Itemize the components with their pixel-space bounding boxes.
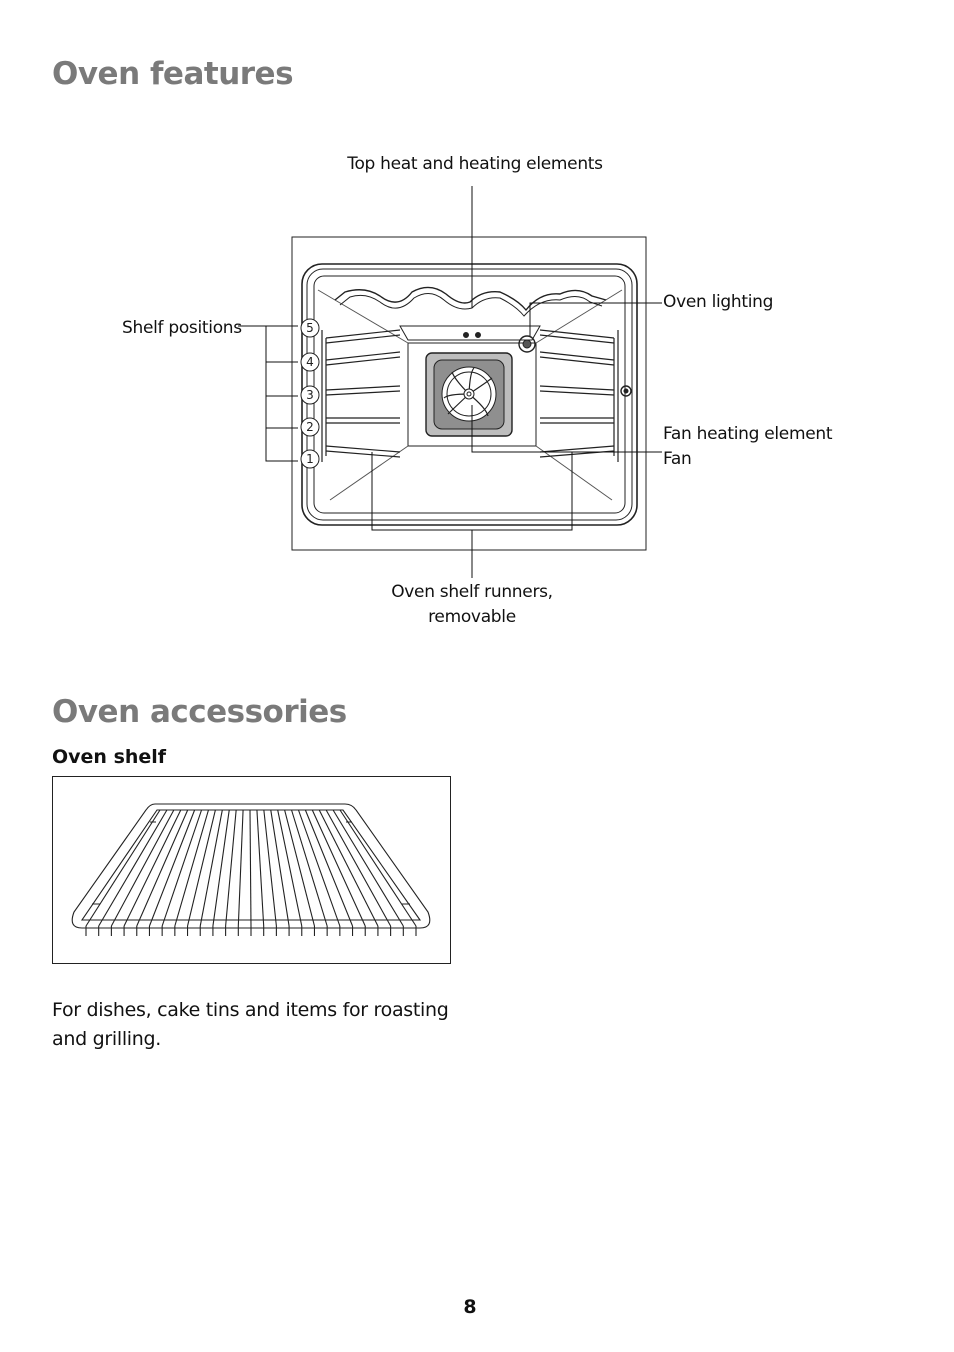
label-shelf-positions: Shelf positions (122, 318, 242, 338)
shelf-wire (340, 810, 416, 926)
shelf-wire (213, 810, 229, 926)
shelf-wire (333, 810, 403, 926)
label-oven-lighting: Oven lighting (663, 292, 774, 312)
oven-shelf-heading: Oven shelf (52, 746, 167, 768)
bracket-screw (464, 333, 469, 338)
shelf-wire (271, 810, 289, 926)
shelf-stops (92, 822, 410, 904)
shelf-wire (285, 810, 315, 926)
shelf-position-5-number: 5 (306, 321, 314, 335)
label-fan-heating-element: Fan heating element (663, 424, 833, 444)
shelf-wire (149, 810, 194, 926)
label-fan: Fan (663, 449, 692, 469)
shelf-position-3-number: 3 (306, 388, 314, 402)
shelf-wire (326, 810, 390, 926)
shelf-wire (200, 810, 222, 926)
fan-element-connector-pin (624, 389, 628, 393)
shelf-ticks (86, 926, 416, 936)
fan-hub (464, 389, 474, 399)
section-title-oven-features: Oven features (52, 56, 294, 92)
shelf-wire (312, 810, 365, 926)
oven-shelf-description: For dishes, cake tins and items for roasting and grilling. (52, 999, 449, 1050)
label-top-heat: Top heat and heating elements (347, 154, 603, 174)
shelf-frame (53, 777, 451, 964)
shelf-position-2-number: 2 (306, 420, 314, 434)
shelf-wire (250, 810, 251, 926)
shelf-wire (162, 810, 201, 926)
shelf-position-markers (301, 319, 319, 468)
shelf-wire (99, 810, 167, 926)
label-runners-line1: Oven shelf runners, (391, 582, 553, 602)
shelf-wire (257, 810, 264, 926)
shelf-position-4-number: 4 (306, 355, 314, 369)
shelf-wire (137, 810, 188, 926)
shelf-wire (319, 810, 378, 926)
top-heating-element-inner (340, 293, 602, 316)
heater-bracket (400, 326, 540, 340)
label-runners-line2: removable (428, 607, 516, 627)
bracket-screw (476, 333, 481, 338)
shelf-wire (111, 810, 173, 926)
shelf-wire (188, 810, 216, 926)
shelf-wire (292, 810, 328, 926)
right-shelf-runners (540, 330, 618, 462)
shelf-inner-frame (82, 810, 420, 920)
oven-light-bulb (523, 340, 531, 348)
shelf-wire (175, 810, 209, 926)
shelf-outer-frame (72, 804, 430, 928)
left-shelf-runners (322, 330, 400, 462)
shelf-rack (72, 804, 430, 936)
shelf-wire (298, 810, 339, 926)
shelf-wire (226, 810, 237, 926)
section-title-oven-accessories: Oven accessories (52, 694, 347, 730)
shelf-wire (305, 810, 352, 926)
shelf-wire (124, 810, 181, 926)
shelf-wire (86, 810, 160, 926)
shelf-wire (238, 810, 243, 926)
page-number: 8 (463, 1296, 477, 1318)
shelf-wires (86, 810, 416, 926)
shelf-wire (264, 810, 277, 926)
shelf-wire (278, 810, 302, 926)
shelf-position-1-number: 1 (306, 452, 314, 466)
